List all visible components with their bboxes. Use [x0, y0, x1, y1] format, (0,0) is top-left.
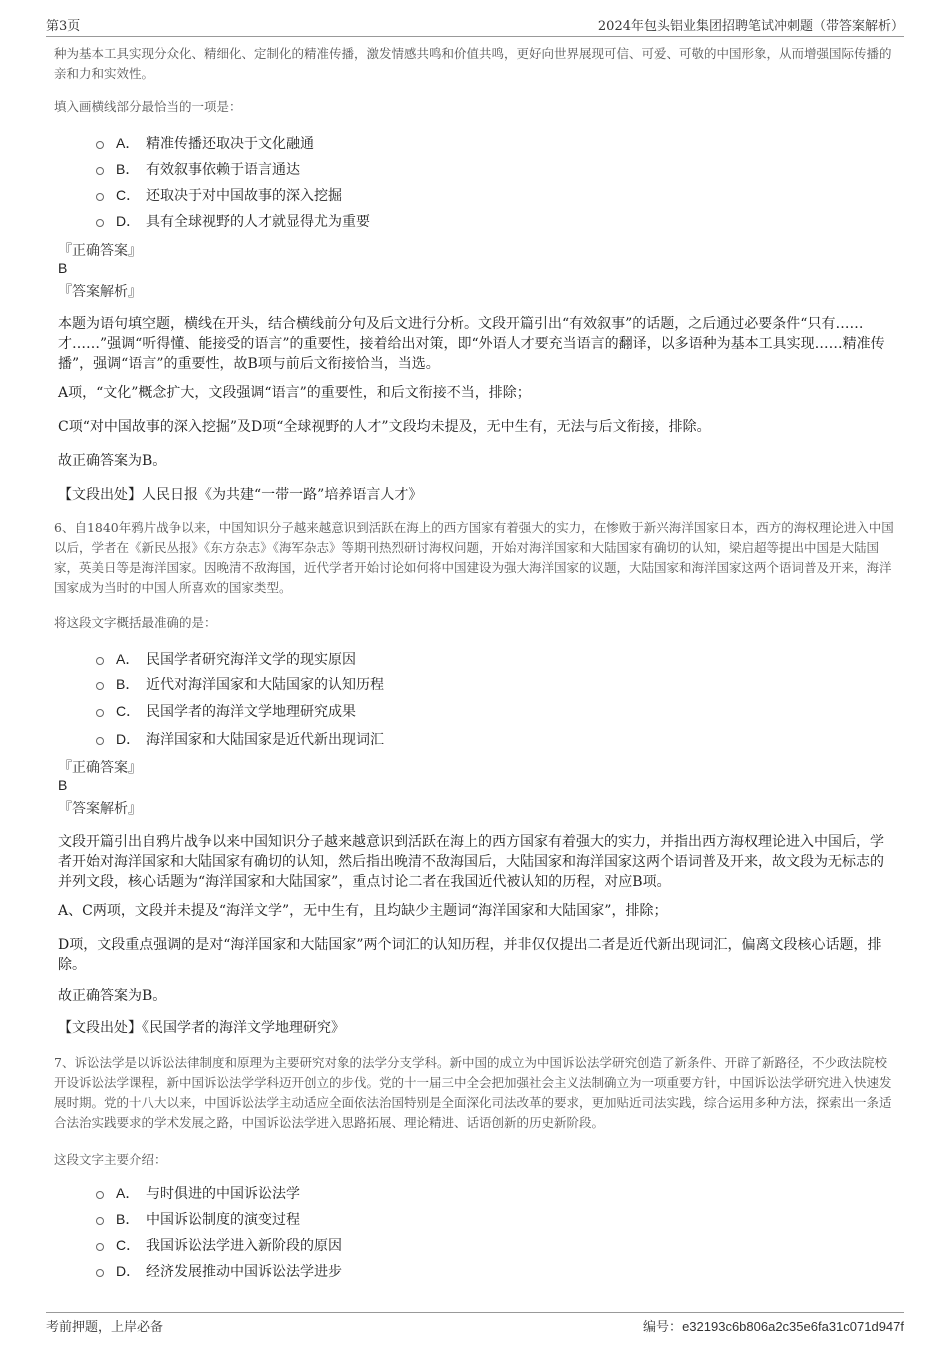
q7-option-a[interactable]: A． 与时俱进的中国诉讼法学 [96, 1182, 300, 1204]
radio-icon[interactable] [96, 141, 104, 149]
q6-analysis-p2: A、C两项，文段并未提及“海洋文学”，无中生有，且均缺少主题词“海洋国家和大陆国家”，排除； [58, 903, 668, 919]
q5-option-a[interactable]: A． 精准传播还取决于文化融通 [96, 132, 314, 154]
page-number: 第3页 [46, 19, 81, 34]
q5-stem-tail: 种为基本工具实现分众化、精细化、定制化的精准传播，激发情感共鸣和价值共鸣，更好向世界展现可信、可爱、可敬的中国形象，从而增强国际传播的亲和力和实效性。 [54, 46, 892, 81]
q7-option-d[interactable]: D． 经济发展推动中国诉讼法学进步 [96, 1260, 342, 1282]
radio-icon[interactable] [96, 193, 104, 201]
radio-icon[interactable] [96, 167, 104, 175]
q5-option-b[interactable]: B． 有效叙事依赖于语言通达 [96, 158, 300, 180]
q6-prompt: 将这段文字概括最准确的是： [54, 615, 217, 630]
q5-source: 【文段出处】人民日报《为共建“一带一路”培养语言人才》 [58, 487, 423, 503]
footer-slogan: 考前押题，上岸必备 [46, 1320, 164, 1335]
q6-source: 【文段出处】《民国学者的海洋文学地理研究》 [58, 1020, 345, 1036]
page-header [46, 14, 904, 37]
q5-option-c[interactable]: C． 还取决于对中国故事的深入挖掘 [96, 184, 342, 206]
q6-option-a[interactable]: A． 民国学者研究海洋文学的现实原因 [96, 648, 356, 670]
radio-icon[interactable] [96, 1243, 104, 1251]
radio-icon[interactable] [96, 1269, 104, 1277]
code-label: 编号： [643, 1320, 683, 1335]
q5-analysis-p2: A项，“文化”概念扩大，文段强调“语言”的重要性，和后文衔接不当，排除； [58, 385, 531, 401]
q7-prompt: 这段文字主要介绍： [54, 1152, 167, 1167]
q6-analysis-p3: D项，文段重点强调的是对“海洋国家和大陆国家”两个词汇的认知历程，并非仅仅提出二者是近代新出现词汇，偏离文段核心话题，排除。 [58, 937, 882, 973]
page-footer [46, 1312, 904, 1333]
q6-stem: 6、自1840年鸦片战争以来，中国知识分子越来越意识到活跃在海上的西方国家有着强大的实力，在惨败于新兴海洋国家日本，西方的海权理论进入中国以后，学者在《新民丛报》《东方杂志》《海军杂志》等期刊热烈研讨海权问题，开始对海洋国家和大陆国家有确切的认知，梁启超等提出中国是大陆国家，英美日等是海洋国家。因晚清不敌海国，近代学者开始讨论如何将中国建设为强大海洋国家的议题，大陆国家和海洋国家这两个语词普及开来，海洋国家成为当时的中国人所喜欢的国家类型。 [54, 520, 894, 595]
q6-analysis-p1: 文段开篇引出自鸦片战争以来中国知识分子越来越意识到活跃在海上的西方国家有着强大的实力，并指出西方海权理论进入中国后，学者开始对海洋国家和大陆国家有确切的认知，然后指出晚清不敌海国后，大陆国家和海洋国家这两个语词普及开来，故文段为无标志的并列文段，核心话题为“海洋国家和大陆国家”，重点讨论二者在我国近代被认知的历程，对应B项。 [58, 834, 884, 890]
radio-icon[interactable] [96, 1191, 104, 1199]
q5-analysis-p1: 本题为语句填空题，横线在开头，结合横线前分句及后文进行分析。文段开篇引出“有效叙事”的话题，之后通过必要条件“只有……才……”强调“听得懂、能接受的语言”的重要性，接着给出对策，即“外语人才要充当语言的翻译，以多语种为基本工具实现……精准传播”，强调“语言”的重要性，故B项与前后文衔接恰当，当选。 [58, 316, 885, 372]
radio-icon[interactable] [96, 709, 104, 717]
radio-icon[interactable] [96, 1217, 104, 1225]
code-value: e32193c6b806a2c35e6fa31c071d947f [682, 1319, 904, 1334]
q5-option-d[interactable]: D． 具有全球视野的人才就显得尤为重要 [96, 210, 370, 232]
q6-analysis-label: 『答案解析』 [58, 801, 142, 817]
q5-analysis-p4: 故正确答案为B。 [58, 453, 167, 469]
q5-prompt: 填入画横线部分最恰当的一项是： [54, 99, 242, 114]
q5-analysis-label: 『答案解析』 [58, 284, 142, 300]
document-code [643, 1316, 904, 1335]
document-title: 2024年包头铝业集团招聘笔试冲刺题（带答案解析） [597, 19, 904, 34]
q6-option-d[interactable]: D． 海洋国家和大陆国家是近代新出现词汇 [96, 728, 384, 750]
q7-option-b[interactable]: B． 中国诉讼制度的演变过程 [96, 1208, 300, 1230]
q6-option-b[interactable]: B． 近代对海洋国家和大陆国家的认知历程 [96, 673, 384, 695]
radio-icon[interactable] [96, 682, 104, 690]
radio-icon[interactable] [96, 737, 104, 745]
q7-option-c[interactable]: C． 我国诉讼法学进入新阶段的原因 [96, 1234, 342, 1256]
q6-answer: B [58, 777, 68, 793]
q5-analysis-p3: C项“对中国故事的深入挖掘”及D项“全球视野的人才”文段均未提及，无中生有，无法与后文衔接，排除。 [58, 419, 711, 435]
q5-answer: B [58, 260, 68, 276]
radio-icon[interactable] [96, 219, 104, 227]
radio-icon[interactable] [96, 657, 104, 665]
q5-answer-label: 『正确答案』 [58, 243, 142, 259]
q6-option-c[interactable]: C． 民国学者的海洋文学地理研究成果 [96, 700, 356, 722]
q6-analysis-p4: 故正确答案为B。 [58, 988, 167, 1004]
q7-stem: 7、诉讼法学是以诉讼法律制度和原理为主要研究对象的法学分支学科。新中国的成立为中国诉讼法学研究创造了新条件、开辟了新路径，不少政法院校开设诉讼法学课程，新中国诉讼法学学科迈开创立的步伐。党的十一届三中全会把加强社会主义法制确立为一项重要方针，中国诉讼法学研究进入快速发展时期。党的十八大以来，中国诉讼法学主动适应全面依法治国特别是全面深化司法改革的要求，更加贴近司法实践，综合运用多种方法，探索出一条适合法治实践要求的学术发展之路，中国诉讼法学进入思路拓展、理论精进、话语创新的历史新阶段。 [54, 1055, 892, 1130]
q6-answer-label: 『正确答案』 [58, 760, 142, 776]
